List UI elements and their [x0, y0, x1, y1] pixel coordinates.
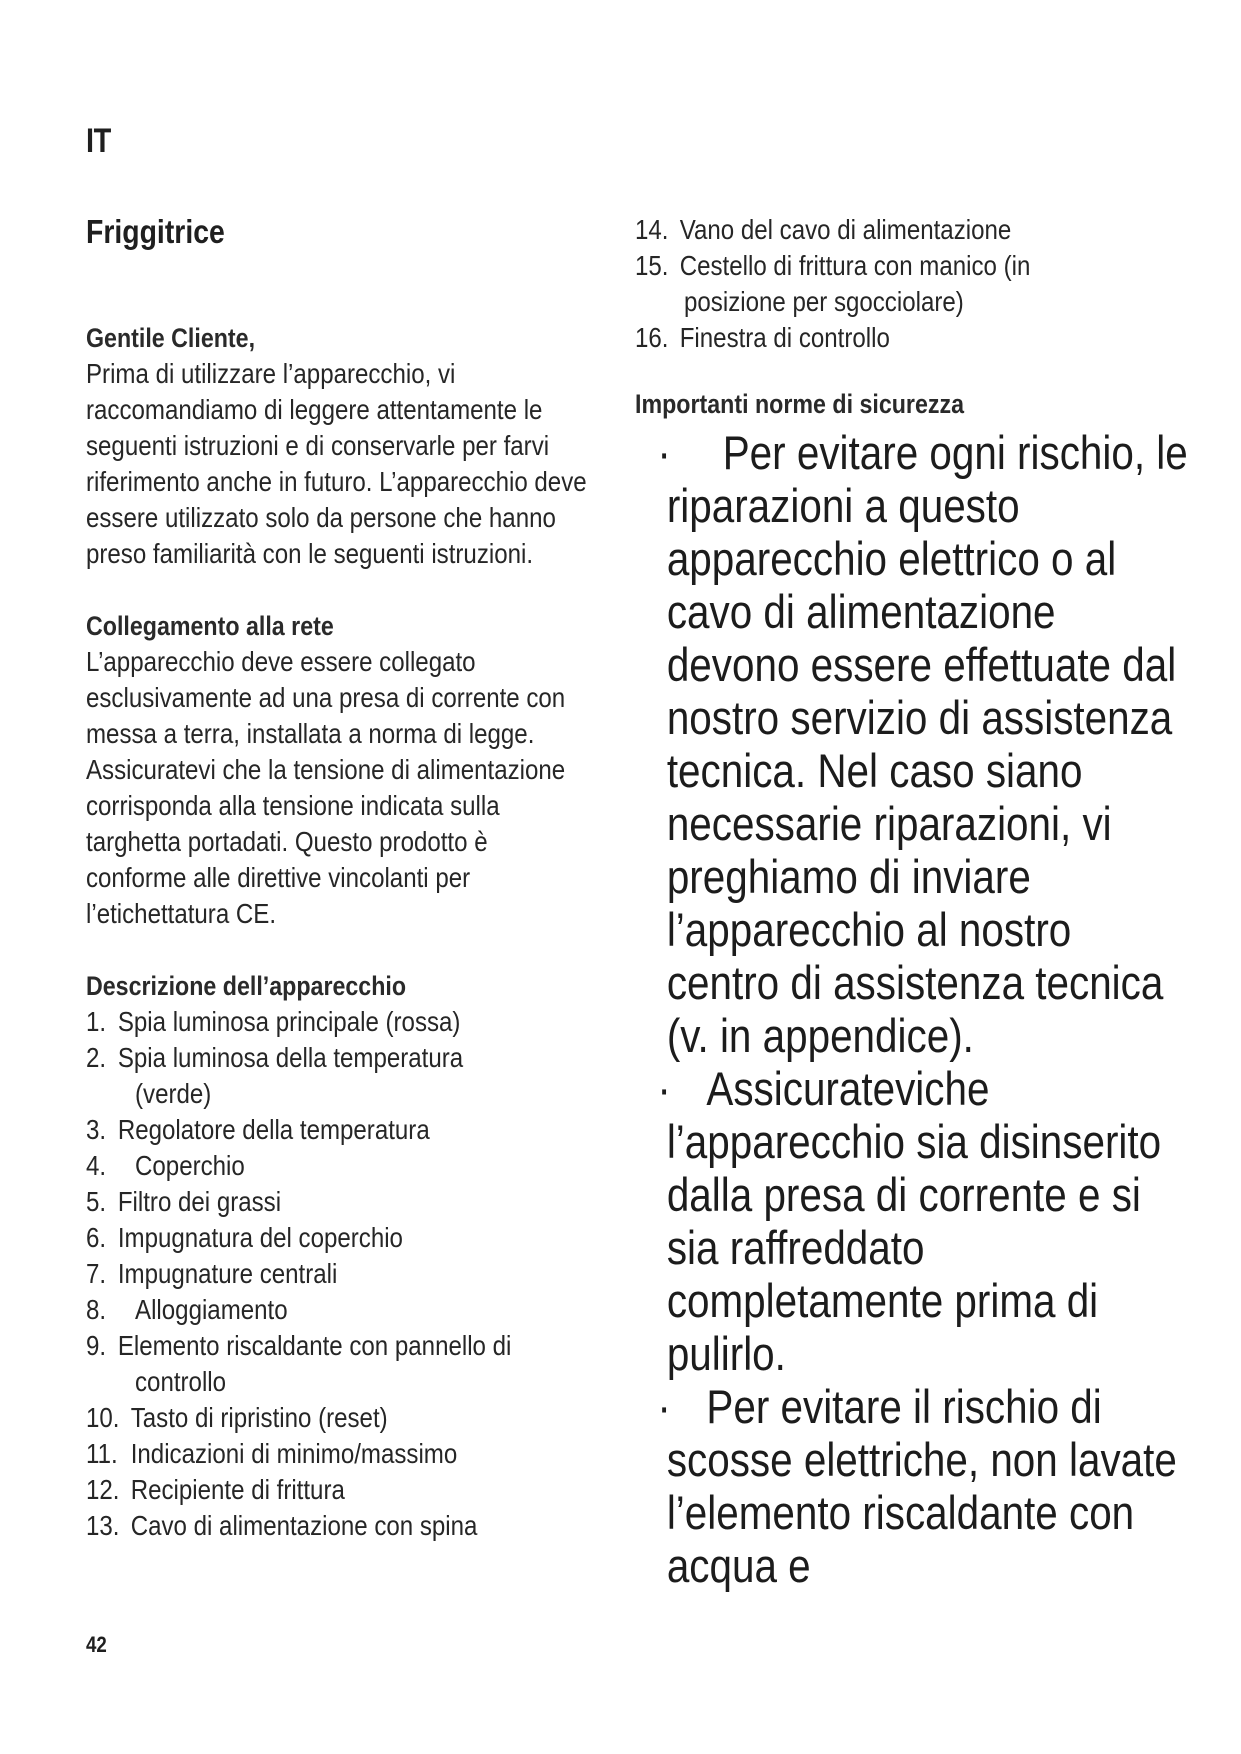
right-column-content — [635, 212, 1188, 1592]
list-item — [635, 320, 1160, 356]
item-text-line: Spia luminosa della temperatura — [117, 1042, 464, 1073]
left-column — [86, 212, 606, 1544]
item-number: 5. — [86, 1186, 107, 1217]
item-number: 3. — [86, 1114, 107, 1145]
greeting-text: Prima di utilizzare l’apparecchio, vi raccomandiamo di leggere attentamente le seguenti istruzioni e di conservarle per farvi riferimento anche in futuro. L’apparecchio deve essere utilizzato solo da persone che hanno preso familiarità con le seguenti istruzioni. — [86, 358, 587, 569]
item-number: 1. — [86, 1006, 107, 1037]
item-number: 10. — [86, 1402, 120, 1433]
list-item — [86, 1112, 611, 1148]
item-text — [118, 1040, 611, 1112]
list-item — [86, 1328, 611, 1400]
item-number: 6. — [86, 1222, 107, 1253]
item-number: 2. — [86, 1042, 107, 1073]
list-item — [86, 1508, 611, 1544]
language-code: IT — [86, 122, 111, 160]
item-text — [118, 1328, 611, 1400]
connection-text-2: Assicuratevi che la tensione di alimentazione corrisponda alla tensione indicata sulla targhetta portadati. Questo prodotto è conforme alle direttive vincolanti per l’etichettatura CE. — [86, 754, 566, 929]
list-item — [86, 1148, 611, 1184]
item-text-continuation: posizione per sgocciolare) — [684, 286, 964, 317]
item-text: Regolatore della temperatura — [117, 1114, 430, 1145]
item-number: 12. — [86, 1474, 120, 1505]
safety-list — [635, 426, 1194, 1592]
item-text: Impugnatura del coperchio — [117, 1222, 403, 1253]
connection-heading: Collegamento alla rete — [86, 611, 334, 641]
item-text: Alloggiamento — [135, 1294, 288, 1325]
item-number: 16. — [635, 322, 669, 353]
list-item — [86, 1256, 611, 1292]
item-text: Coperchio — [135, 1150, 245, 1181]
safety-item-text: Per evitare il rischio di scosse elettriche, non lavate l’elemento riscaldante con acqua e — [666, 1380, 1177, 1592]
page-number: 42 — [86, 1632, 107, 1657]
left-column-content — [86, 212, 587, 1544]
safety-item-text: Per evitare ogni rischio, le riparazioni a questo apparecchio elettrico o al cavo di alimentazione devono essere effettuate dal nostro servizio di assistenza tecnica. Nel caso siano necessarie riparazioni, vi preghiamo di inviare l’apparecchio al nostro centro di assistenza tecnica (v. in appendice). — [666, 426, 1188, 1062]
item-number: 11. — [86, 1438, 118, 1469]
list-item — [86, 1184, 611, 1220]
item-number: 4. — [86, 1150, 107, 1181]
item-number: 9. — [86, 1330, 107, 1361]
safety-heading: Importanti norme di sicurezza — [635, 389, 965, 419]
safety-item — [635, 1062, 1194, 1380]
item-number: 7. — [86, 1258, 107, 1289]
item-number: 14. — [635, 214, 669, 245]
list-item — [635, 212, 1160, 248]
item-text-continuation: (verde) — [135, 1078, 212, 1109]
list-item — [86, 1004, 611, 1040]
item-text-line: Elemento riscaldante con pannello di — [117, 1330, 512, 1361]
item-text: Recipiente di frittura — [130, 1474, 345, 1505]
bullet-icon: · — [657, 1380, 671, 1433]
parts-list — [86, 1004, 611, 1544]
list-item — [86, 1220, 611, 1256]
item-text: Cavo di alimentazione con spina — [130, 1510, 478, 1541]
bullet-icon: · — [657, 426, 671, 479]
document-title: Friggitrice — [86, 213, 225, 250]
item-text: Indicazioni di minimo/massimo — [130, 1438, 458, 1469]
greeting-heading: Gentile Cliente, — [86, 323, 256, 353]
right-column — [635, 212, 1195, 1592]
list-item — [86, 1040, 611, 1112]
safety-item-text: Assicurateviche l’apparecchio sia disinserito dalla presa di corrente e si sia raffreddato completamente prima di pulirlo. — [666, 1062, 1162, 1380]
item-number: 13. — [86, 1510, 120, 1541]
item-text: Spia luminosa principale (rossa) — [117, 1006, 461, 1037]
bullet-icon: · — [657, 1062, 671, 1115]
safety-item — [635, 1380, 1194, 1592]
safety-item — [635, 426, 1194, 1062]
item-text: Vano del cavo di alimentazione — [679, 214, 1012, 245]
item-number: 8. — [86, 1294, 107, 1325]
greeting-section — [86, 320, 587, 572]
item-text: Finestra di controllo — [679, 322, 890, 353]
item-text: Tasto di ripristino (reset) — [130, 1402, 388, 1433]
list-item — [86, 1292, 611, 1328]
description-section — [86, 968, 533, 1544]
item-text-line: Cestello di frittura con manico (in — [679, 250, 1031, 281]
description-heading: Descrizione dell’apparecchio — [86, 971, 407, 1001]
item-text-continuation: controllo — [135, 1366, 227, 1397]
list-item — [86, 1472, 611, 1508]
item-text — [680, 248, 1160, 320]
connection-section — [86, 608, 566, 932]
item-text: Impugnature centrali — [117, 1258, 338, 1289]
parts-list-continued — [635, 212, 1160, 356]
item-number: 15. — [635, 250, 669, 281]
list-item — [635, 248, 1160, 320]
item-text: Filtro dei grassi — [117, 1186, 282, 1217]
list-item — [86, 1400, 611, 1436]
connection-text-1: L’apparecchio deve essere collegato esclusivamente ad una presa di corrente con messa a terra, installata a norma di legge. — [86, 646, 566, 749]
list-item — [86, 1436, 611, 1472]
